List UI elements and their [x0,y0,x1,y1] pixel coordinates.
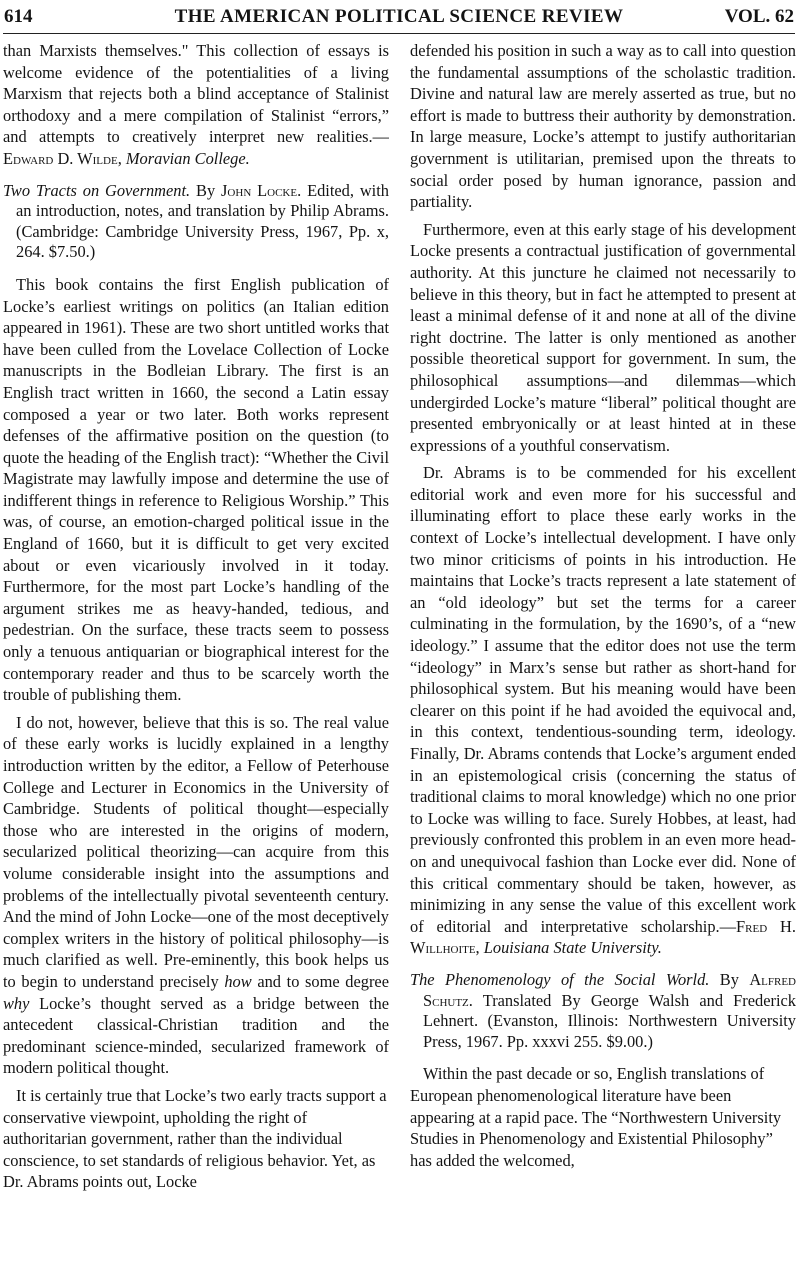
page-number: 614 [4,6,33,27]
review-paragraph: Within the past decade or so, English translations of European phenomenological literature have been appearing at a rapid pace. The “Northwestern University Studies in Phenomenology and Existential Philosophy” has added the welcomed, [410,1064,782,1170]
reviewer-affiliation: Moravian College. [125,148,250,168]
book-author: John Locke. [221,180,302,200]
review-paragraph: Furthermore, even at this early stage of his development Locke presents a contractual justification of governmental authority. At this juncture he claimed not necessarily to believe in this theory, but in fact he attempted to present at least a minimal defense of it and none at all of the divine right doctrine. The latter is only mentioned as another possible theoretical support for government. In sum, the philosophical assumptions—and dilemmas—which undergirded Locke’s mature “liberal” political thought are presented embryonically or at least hinted at in these expressions of a youthful conservatism. [410,219,796,455]
reviewer-name: Edward D. Wilde, [3,148,122,168]
journal-title: THE AMERICAN POLITICAL SCIENCE REVIEW [174,6,624,27]
book-title: The Phenomenology of the Social World. [410,969,710,989]
right-column [410,40,796,1275]
review-heading-two-tracts: Two Tracts on Government. By John Locke. Edited, with an introduction, notes, and translation by Philip Abrams. (Cambridge: Cambridge University Press, 1967, Pp. x, 264. $7.50.) [3,180,389,262]
book-details: Edited, with an introduction, notes, and translation by Philip Abrams. (Cambridge: Cambridge University Press, 1967, Pp. x, 264. $7.50.) [16,180,389,262]
review-paragraph: It is certainly true that Locke’s two early tracts support a conservative viewpoint, upholding the right of authoritarian government, rather than the individual conscience, to set standards of religious behavior. Yet, as Dr. Abrams points out, Locke [3,1085,387,1192]
running-header [4,3,794,31]
review-closing-paragraph: than Marxists themselves." This collection of essays is welcome evidence of the potentialities of a living Marxism that rejects both a blind acceptance of Stalinist orthodoxy and a mere compilation of Stalinist “errors,” and attempts to creatively interpret new realities.—Edward D. Wilde, Moravian College. [3,41,389,168]
header-rule [3,33,795,34]
review-paragraph: This book contains the first English publication of Locke’s earliest writings on politics (an Italian edition appeared in 1961). These are two short untitled works that have been culled from the Lovelace Collection of Locke manuscripts in the Bodleian Library. The first is an English tract written in 1660, the second a Latin essay composed a year or two later. Both works represent defenses of the affirmative position on the question (to quote the heading of the English tract): “Whether the Civil Magistrate may lawfully impose and determine the use of indifferent things in reference to Religious Worship.” This was, of course, an emotion-charged political issue in the England of 1660, but it is difficult to get very excited about or even vicariously involved in it today. Furthermore, for the most part Locke’s handling of the argument strikes me as heavy-handed, tedious, and pedestrian. On the surface, these tracts seem to possess only a tenuous antiquarian or biographical interest for the contemporary reader and thus to be scarcely worth the trouble of publishing them. [3,274,389,705]
review-paragraph: I do not, however, believe that this is so. The real value of these early works is lucidly explained in a lengthy introduction written by the editor, a Fellow of Peterhouse College and Lecturer in Economics in the University of Cambridge. Students of political thought—especially those who are interested in the origins of modern, secularized political theorizing—can acquire from this volume considerable insight into the assumptions and problems of the intellectually pivotal seventeenth century. And the mind of John Locke—one of the most deceptively complex writers in the history of political philosophy—is much clarified as well. Pre-eminently, this book helps us to begin to understand precisely how and to some degree why Locke’s thought served as a bridge between the antecedent classical-Christian tradition and the predominant science-minded, secularized framework of modern political thought. [3,712,389,1078]
reviewer-affiliation: Louisiana State University. [483,938,662,958]
reviewer-name: Fred H. Willhoite, [410,916,796,958]
book-author: Alfred Schutz. [423,969,796,1010]
book-details: Translated By George Walsh and Frederick Lehnert. (Evanston, Illinois: Northwestern University Press, 1967. Pp. xxxvi 255. $9.00.) [423,990,796,1051]
review-heading-phenomenology: The Phenomenology of the Social World. By Alfred Schutz. Translated By George Walsh and Frederick Lehnert. (Evanston, Illinois: Northwestern University Press, 1967. Pp. xxxvi 255. $9.00.) [410,969,796,1051]
review-paragraph: Dr. Abrams is to be commended for his excellent editorial work and even more for his successful and illuminating effort to place these early works in the context of Locke’s intellectual development. I have only two minor criticisms of points in his introduction. He maintains that Locke’s tracts represent a late statement of an “old ideology” but set the terms for a career culminating in the formulation, by the 1690’s, of a “new ideology.” I assume that the editor does not use the term “ideology” in Marx’s sense but rather as short-hand for philosophical system. But his meaning would have been clearer on this point if he had avoided the equivocal and, in this context, tendentious-sounding term, ideology. Finally, Dr. Abrams contends that Locke’s argument ended in an epistemological crisis (concerning the status of traditional claims to moral knowledge) which no one prior to Locke was willing to face. Surely Hobbes, at least, had previously confronted this problem in an even more head-on and unequivocal fashion than Locke ever did. None of this critical commentary should be taken, however, as minimizing in any sense the value of this excellent work of editorial and interpretative scholarship.—Fred H. Willhoite, Louisiana State University. [410,463,796,958]
review-paragraph: defended his position in such a way as to call into question the fundamental assumptions of the scholastic tradition. Divine and natural law are merely asserted as true, but no effort is made to buttress their authority by demonstration. In large measure, Locke’s attempt to justify authoritarian government is utilitarian, premised upon the threats to social order posed by human ignorance, passion and partiality. [410,41,796,212]
volume-label: VOL. 62 [724,6,794,27]
left-column [3,40,389,1275]
book-title: Two Tracts on Government. [3,180,191,200]
